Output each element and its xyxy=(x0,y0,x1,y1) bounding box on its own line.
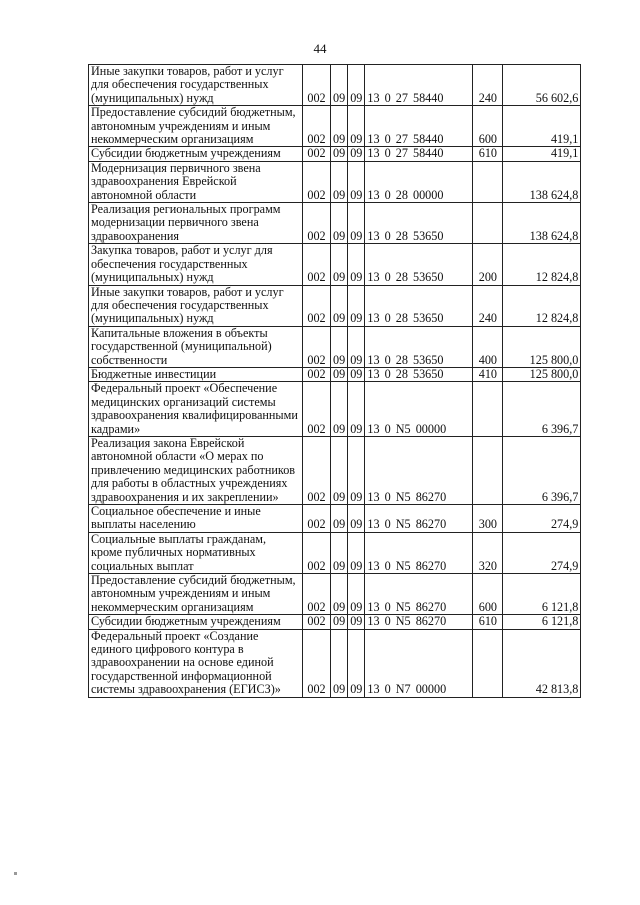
subsection-code-cell: 09 xyxy=(348,367,365,381)
section-code-cell: 09 xyxy=(331,532,348,573)
table-row xyxy=(89,161,581,202)
ministry-code-cell: 002 xyxy=(303,436,331,504)
subsection-code-cell: 09 xyxy=(348,532,365,573)
subsection-code-cell: 09 xyxy=(348,285,365,326)
ministry-code-cell: 002 xyxy=(303,505,331,533)
expense-type-cell: 240 xyxy=(473,285,503,326)
target-article-cell: 13 0 N7 00000 xyxy=(365,629,473,697)
expense-type-cell: 300 xyxy=(473,505,503,533)
amount-cell: 419,1 xyxy=(503,106,581,147)
target-article-cell: 13 0 N5 86270 xyxy=(365,505,473,533)
expense-type-cell: 240 xyxy=(473,65,503,106)
subsection-code-cell: 09 xyxy=(348,65,365,106)
expense-type-cell xyxy=(473,161,503,202)
ministry-code-cell: 002 xyxy=(303,532,331,573)
target-article-cell: 13 0 N5 86270 xyxy=(365,574,473,615)
ministry-code-cell: 002 xyxy=(303,285,331,326)
section-code-cell: 09 xyxy=(331,203,348,244)
expense-name-cell: Субсидии бюджетным учреждениям xyxy=(89,615,303,629)
ministry-code-cell: 002 xyxy=(303,244,331,285)
target-article-cell: 13 0 28 53650 xyxy=(365,285,473,326)
subsection-code-cell: 09 xyxy=(348,147,365,161)
amount-cell: 56 602,6 xyxy=(503,65,581,106)
expense-name-cell: Предоставление субсидий бюджетным, автономным учреждениям и иным некоммерческим организациям xyxy=(89,574,303,615)
subsection-code-cell: 09 xyxy=(348,436,365,504)
subsection-code-cell: 09 xyxy=(348,244,365,285)
expense-type-cell: 200 xyxy=(473,244,503,285)
expense-name-cell: Субсидии бюджетным учреждениям xyxy=(89,147,303,161)
expense-name-cell: Федеральный проект «Создание единого цифрового контура в здравоохранении на основе единой государственной информационной системы здравоохранения (ЕГИСЗ)» xyxy=(89,629,303,697)
subsection-code-cell: 09 xyxy=(348,629,365,697)
subsection-code-cell: 09 xyxy=(348,382,365,437)
amount-cell: 12 824,8 xyxy=(503,285,581,326)
target-article-cell: 13 0 27 58440 xyxy=(365,147,473,161)
expense-name-cell: Капитальные вложения в объекты государственной (муниципальной) собственности xyxy=(89,326,303,367)
section-code-cell: 09 xyxy=(331,574,348,615)
amount-cell: 12 824,8 xyxy=(503,244,581,285)
subsection-code-cell: 09 xyxy=(348,161,365,202)
target-article-cell: 13 0 28 00000 xyxy=(365,161,473,202)
expense-type-cell xyxy=(473,436,503,504)
section-code-cell: 09 xyxy=(331,326,348,367)
expense-type-cell: 600 xyxy=(473,106,503,147)
expense-type-cell: 610 xyxy=(473,147,503,161)
table-row xyxy=(89,285,581,326)
amount-cell: 6 121,8 xyxy=(503,574,581,615)
page-number: 44 xyxy=(313,41,327,56)
expense-type-cell: 610 xyxy=(473,615,503,629)
section-code-cell: 09 xyxy=(331,505,348,533)
ministry-code-cell: 002 xyxy=(303,367,331,381)
budget-table-body xyxy=(89,65,581,698)
ministry-code-cell: 002 xyxy=(303,106,331,147)
ministry-code-cell: 002 xyxy=(303,161,331,202)
section-code-cell: 09 xyxy=(331,244,348,285)
table-row xyxy=(89,203,581,244)
expense-name-cell: Реализация региональных программ модернизации первичного звена здравоохранения xyxy=(89,203,303,244)
subsection-code-cell: 09 xyxy=(348,106,365,147)
scan-mark xyxy=(14,872,17,875)
section-code-cell: 09 xyxy=(331,285,348,326)
subsection-code-cell: 09 xyxy=(348,505,365,533)
target-article-cell: 13 0 N5 86270 xyxy=(365,615,473,629)
subsection-code-cell: 09 xyxy=(348,203,365,244)
expense-type-cell: 320 xyxy=(473,532,503,573)
target-article-cell: 13 0 N5 86270 xyxy=(365,436,473,504)
expense-type-cell xyxy=(473,629,503,697)
ministry-code-cell: 002 xyxy=(303,574,331,615)
expense-name-cell: Социальное обеспечение и иные выплаты населению xyxy=(89,505,303,533)
table-row xyxy=(89,147,581,161)
table-row xyxy=(89,326,581,367)
table-row xyxy=(89,436,581,504)
section-code-cell: 09 xyxy=(331,161,348,202)
table-row xyxy=(89,65,581,106)
expense-name-cell: Федеральный проект «Обеспечение медицинских организаций системы здравоохранения квалифицированными кадрами» xyxy=(89,382,303,437)
table-row xyxy=(89,574,581,615)
amount-cell: 138 624,8 xyxy=(503,203,581,244)
ministry-code-cell: 002 xyxy=(303,615,331,629)
table-row xyxy=(89,615,581,629)
subsection-code-cell: 09 xyxy=(348,574,365,615)
subsection-code-cell: 09 xyxy=(348,326,365,367)
expense-name-cell: Предоставление субсидий бюджетным, автономным учреждениям и иным некоммерческим организациям xyxy=(89,106,303,147)
amount-cell: 274,9 xyxy=(503,532,581,573)
expense-name-cell: Закупка товаров, работ и услуг для обеспечения государственных (муниципальных) нужд xyxy=(89,244,303,285)
section-code-cell: 09 xyxy=(331,436,348,504)
expense-name-cell: Реализация закона Еврейской автономной области «О мерах по привлечению медицинских работников для работы в областных учреждениях здравоохранения и их закреплении» xyxy=(89,436,303,504)
ministry-code-cell: 002 xyxy=(303,203,331,244)
budget-table xyxy=(88,64,581,698)
section-code-cell: 09 xyxy=(331,147,348,161)
table-row xyxy=(89,505,581,533)
table-row xyxy=(89,244,581,285)
section-code-cell: 09 xyxy=(331,629,348,697)
section-code-cell: 09 xyxy=(331,106,348,147)
expense-name-cell: Социальные выплаты гражданам, кроме публичных нормативных социальных выплат xyxy=(89,532,303,573)
expense-type-cell xyxy=(473,382,503,437)
section-code-cell: 09 xyxy=(331,615,348,629)
target-article-cell: 13 0 28 53650 xyxy=(365,244,473,285)
section-code-cell: 09 xyxy=(331,367,348,381)
ministry-code-cell: 002 xyxy=(303,382,331,437)
amount-cell: 125 800,0 xyxy=(503,326,581,367)
expense-name-cell: Бюджетные инвестиции xyxy=(89,367,303,381)
amount-cell: 6 121,8 xyxy=(503,615,581,629)
ministry-code-cell: 002 xyxy=(303,65,331,106)
table-row xyxy=(89,382,581,437)
ministry-code-cell: 002 xyxy=(303,326,331,367)
amount-cell: 419,1 xyxy=(503,147,581,161)
target-article-cell: 13 0 28 53650 xyxy=(365,203,473,244)
subsection-code-cell: 09 xyxy=(348,615,365,629)
table-row xyxy=(89,106,581,147)
ministry-code-cell: 002 xyxy=(303,147,331,161)
section-code-cell: 09 xyxy=(331,65,348,106)
target-article-cell: 13 0 28 53650 xyxy=(365,367,473,381)
expense-type-cell xyxy=(473,203,503,244)
expense-name-cell: Иные закупки товаров, работ и услуг для обеспечения государственных (муниципальных) нужд xyxy=(89,65,303,106)
amount-cell: 6 396,7 xyxy=(503,382,581,437)
target-article-cell: 13 0 27 58440 xyxy=(365,106,473,147)
target-article-cell: 13 0 N5 00000 xyxy=(365,382,473,437)
amount-cell: 274,9 xyxy=(503,505,581,533)
ministry-code-cell: 002 xyxy=(303,629,331,697)
expense-type-cell: 600 xyxy=(473,574,503,615)
amount-cell: 42 813,8 xyxy=(503,629,581,697)
table-row xyxy=(89,629,581,697)
target-article-cell: 13 0 27 58440 xyxy=(365,65,473,106)
target-article-cell: 13 0 28 53650 xyxy=(365,326,473,367)
section-code-cell: 09 xyxy=(331,382,348,437)
expense-type-cell: 410 xyxy=(473,367,503,381)
expense-name-cell: Иные закупки товаров, работ и услуг для обеспечения государственных (муниципальных) нужд xyxy=(89,285,303,326)
table-row xyxy=(89,532,581,573)
target-article-cell: 13 0 N5 86270 xyxy=(365,532,473,573)
expense-type-cell: 400 xyxy=(473,326,503,367)
amount-cell: 138 624,8 xyxy=(503,161,581,202)
expense-name-cell: Модернизация первичного звена здравоохранения Еврейской автономной области xyxy=(89,161,303,202)
amount-cell: 125 800,0 xyxy=(503,367,581,381)
table-row xyxy=(89,367,581,381)
amount-cell: 6 396,7 xyxy=(503,436,581,504)
